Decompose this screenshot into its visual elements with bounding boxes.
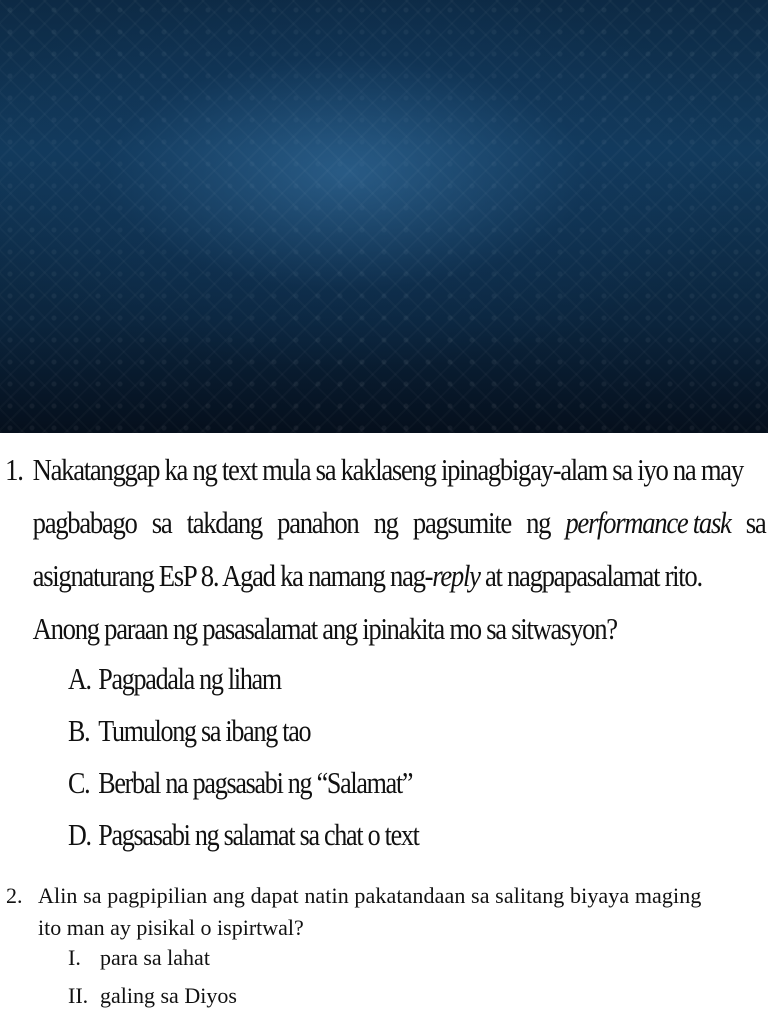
question-text-line: Anong paraan ng pasasalamat ang ipinakita mo sa sitwasyon? <box>32 611 617 646</box>
question-italic-term: reply <box>432 558 480 593</box>
option-ii[interactable] <box>68 983 237 1009</box>
question-text-line: Alin sa pagpipilian ang dapat natin pakatandaan sa salitang biyaya maging <box>38 883 702 908</box>
question-text: at nagpapasalamat rito. <box>484 558 702 593</box>
question-number: 2. <box>6 883 23 908</box>
question-word: sa <box>151 505 172 540</box>
choice-d[interactable] <box>68 817 419 853</box>
question-word: takdang <box>186 505 262 540</box>
choice-text: Pagpadala ng liham <box>98 661 281 696</box>
question-word: panahon <box>277 505 359 540</box>
choice-letter: C. <box>68 765 90 800</box>
choice-letter: A. <box>68 661 91 696</box>
option-text: para sa lahat <box>100 945 210 970</box>
question-word: ng <box>373 505 398 540</box>
question-word: pagsumite <box>412 505 511 540</box>
choice-text: Pagsasabi ng salamat sa chat o text <box>98 817 419 852</box>
question-word: sa <box>745 505 766 540</box>
question-word: pagbabago <box>32 505 137 540</box>
question-italic-term: performance task <box>565 505 731 540</box>
quiz-content <box>0 433 768 1024</box>
option-i[interactable] <box>68 945 210 971</box>
choice-letter: D. <box>68 817 91 852</box>
question-text-line <box>33 549 702 602</box>
question-text-line: Nakatanggap ka ng text mula sa kaklaseng ipinagbigay-alam sa iyo na may <box>32 452 743 487</box>
choice-text: Tumulong sa ibang tao <box>98 713 311 748</box>
header-banner <box>0 0 768 433</box>
option-text: galing sa Diyos <box>100 983 237 1008</box>
choice-c[interactable] <box>68 765 412 801</box>
question-text-line: ito man ay pisikal o ispirtwal? <box>38 915 304 940</box>
question-word: ng <box>526 505 551 540</box>
choice-text: Berbal na pagsasabi ng “Salamat” <box>98 765 413 800</box>
question-text: asignaturang EsP 8. Agad ka namang nag- <box>32 558 433 593</box>
choice-a[interactable] <box>68 661 281 697</box>
question-text-line <box>33 496 766 549</box>
option-numeral: I. <box>68 945 81 970</box>
choice-letter: B. <box>68 713 90 748</box>
choice-b[interactable] <box>68 713 310 749</box>
option-numeral: II. <box>68 983 89 1008</box>
question-number: 1. <box>5 452 23 487</box>
